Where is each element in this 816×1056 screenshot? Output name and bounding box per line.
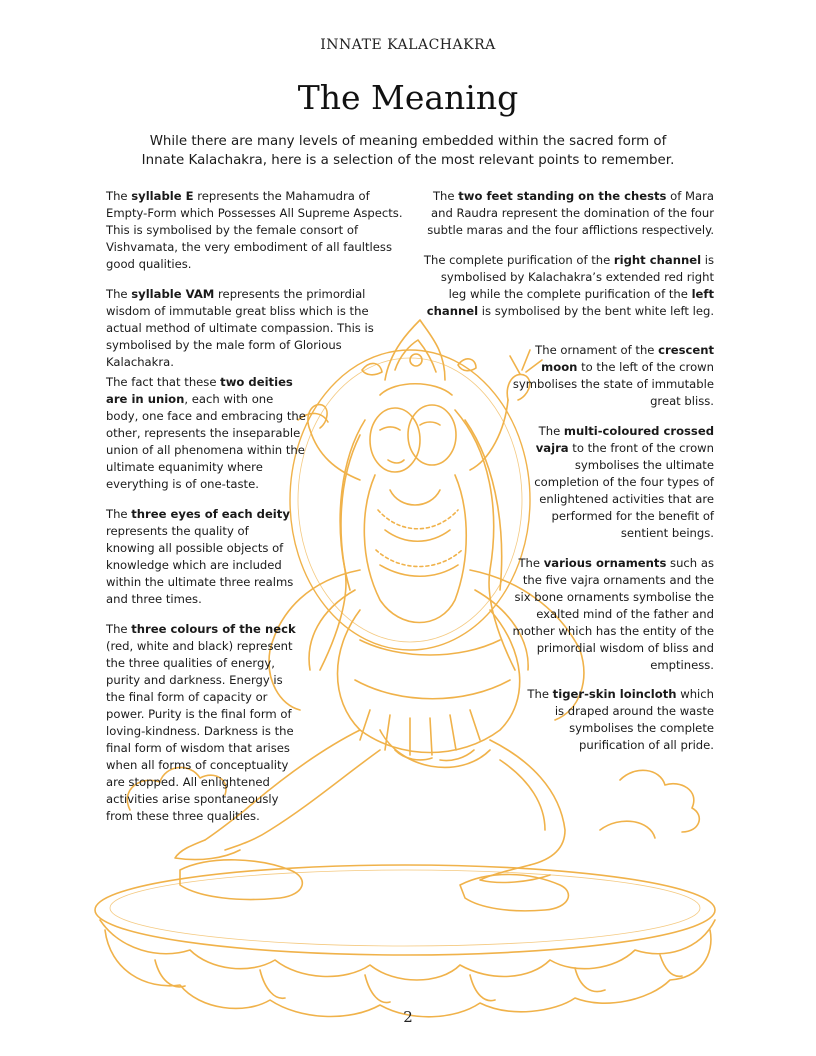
left-paragraph-syllable-e: The syllable E represents the Mahamudra of Empty-Form which Possesses All Supreme Aspects. This is symbolised by the female consort of Vishvamata, the very embodiment of all faultless good qualities.	[106, 189, 403, 271]
bold-term: right channel	[613, 253, 702, 267]
running-header: INNATE KALACHAKRA	[320, 37, 496, 53]
intro-paragraph: While there are many levels of meaning embedded within the sacred form of Innate Kalachakra, here is a selection of the most relevant points to remember.	[141, 134, 675, 168]
left-paragraph-three-eyes: The three eyes of each deity represents the quality of knowing all possible objects of knowledge which are included within the ultimate three realms and three times.	[106, 507, 294, 606]
left-paragraph-neck-colours: The three colours of the neck (red, white and black) represent the three qualities of energy, purity and darkness. Energy is the final form of capacity or power. Purity is the final form of loving-kindness. Darkness is the final form of wisdom that arises when all forms of conceptuality are stopped. All enlightened activities arise spontaneously from these three qualities.	[106, 622, 296, 823]
left-paragraph-two-deities: The fact that these two deities are in union, each with one body, one face and embracing the other, represents the inseparable union of all phenomena within the ultimate equanimity where everything is of one-taste.	[106, 375, 306, 491]
bold-term: two deities are in union	[106, 375, 293, 406]
bold-term: tiger-skin loincloth	[552, 687, 677, 701]
right-paragraph-crescent-moon: The ornament of the crescent moon to the left of the crown symbolises the state of immutable great bliss.	[512, 343, 714, 408]
left-paragraph-syllable-vam: The syllable VAM represents the primordial wisdom of immutable great bliss which is the actual method of ultimate compassion. This is symbolised by the male form of Glorious Kalachakra.	[106, 287, 374, 369]
right-paragraph-crossed-vajra: The multi-coloured crossed vajra to the front of the crown symbolises the ultimate completion of the four types of enlightened activities that are performed for the benefit of sentient beings.	[534, 424, 714, 540]
bold-term: two feet standing on the chests	[458, 189, 667, 203]
bold-term: three colours of the neck	[131, 622, 296, 636]
bold-term: crescent moon	[541, 343, 714, 374]
bold-term: syllable VAM	[131, 287, 215, 301]
right-paragraph-ornaments: The various ornaments such as the five vajra ornaments and the six bone ornaments symbolise the exalted mind of the father and mother which has the entity of the primordial wisdom of bliss and emptiness.	[512, 556, 714, 672]
right-paragraph-tiger-skin: The tiger-skin loincloth which is draped around the waste symbolises the complete purification of all pride.	[527, 687, 714, 752]
right-paragraph-two-feet: The two feet standing on the chests of Mara and Raudra represent the domination of the four subtle maras and the four afflictions respectively.	[427, 189, 714, 237]
page-title: The Meaning	[297, 78, 519, 117]
page-number: 2	[403, 1008, 413, 1026]
bold-term: multi-coloured crossed vajra	[535, 424, 714, 455]
bold-term: three eyes of each deity	[131, 507, 290, 521]
right-paragraph-channels: The complete purification of the right channel is symbolised by Kalachakra’s extended red right leg while the complete purification of the left channel is symbolised by the bent white left leg.	[423, 253, 714, 318]
bold-term: syllable E	[131, 189, 194, 203]
bold-term: left channel	[426, 287, 714, 318]
bold-term: various ornaments	[543, 556, 667, 570]
